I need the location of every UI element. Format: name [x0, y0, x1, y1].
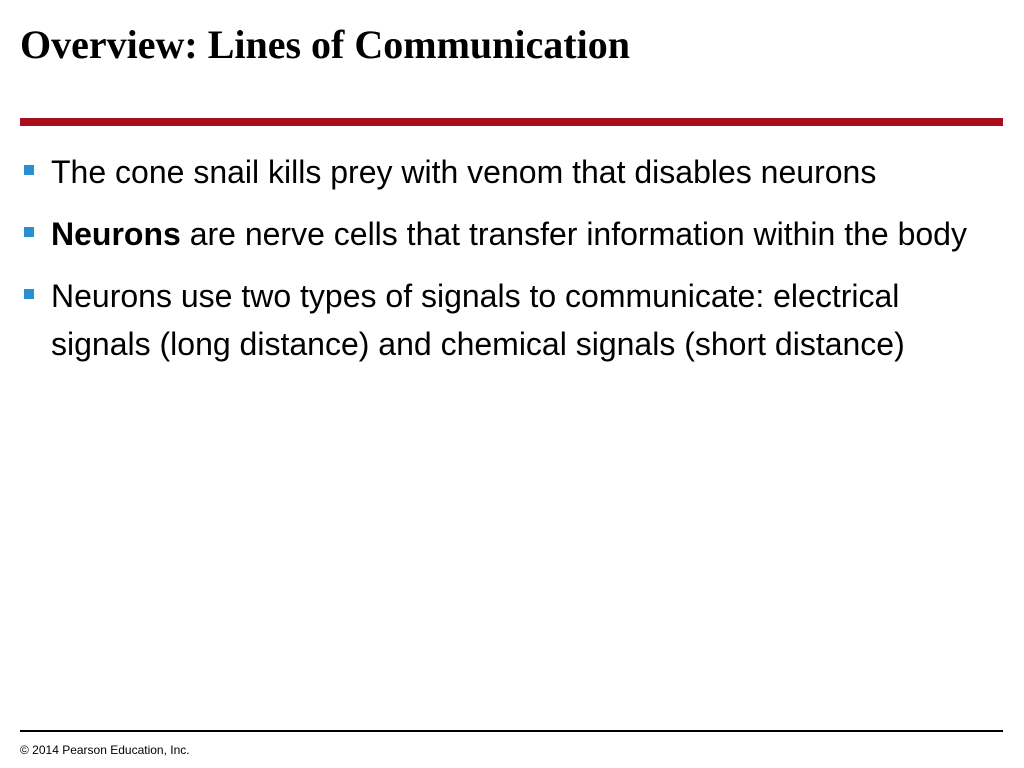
slide-title: Overview: Lines of Communication [20, 22, 630, 67]
bullet-item [20, 272, 980, 368]
copyright-footer: © 2014 Pearson Education, Inc. [20, 743, 190, 757]
bullet-list [20, 148, 980, 382]
bullet-bold-term: Neurons [51, 216, 181, 252]
bullet-text: are nerve cells that transfer information within the body [180, 216, 967, 252]
square-bullet-icon [24, 289, 34, 299]
bullet-text: The cone snail kills prey with venom that disables neurons [51, 154, 877, 190]
square-bullet-icon [24, 227, 34, 237]
bullet-item [20, 210, 980, 258]
bullet-item [20, 148, 980, 196]
square-bullet-icon [24, 165, 34, 175]
title-divider [20, 118, 1003, 126]
bullet-text: Neurons use two types of signals to communicate: electrical signals (long distance) and chemical signals (short distance) [51, 278, 905, 362]
footer-divider [20, 730, 1003, 732]
